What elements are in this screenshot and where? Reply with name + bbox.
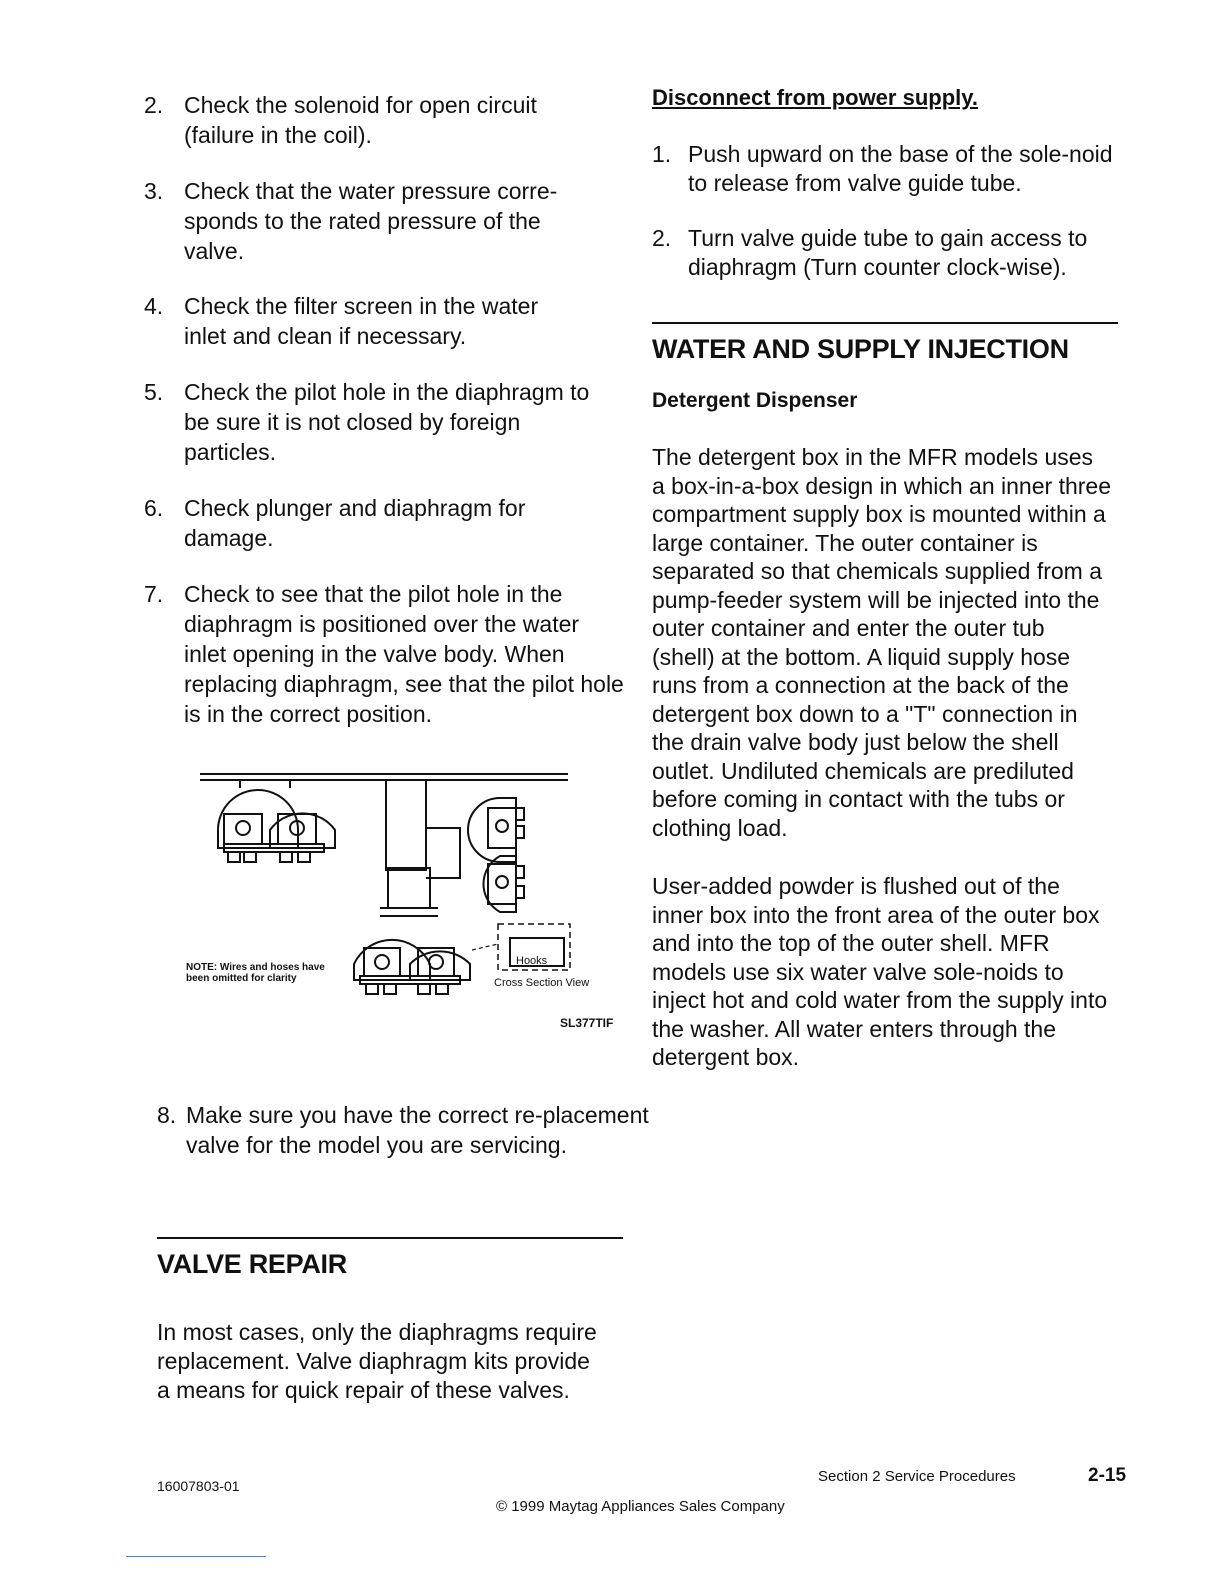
step-7 — [144, 579, 624, 729]
step-number: 1. — [652, 141, 672, 167]
step-5 — [144, 377, 624, 467]
figure-note: NOTE: Wires and hoses have been omitted for clarity — [186, 962, 325, 984]
step-text: Turn valve guide tube to gain access to diaphragm (Turn counter clock-wise). — [688, 225, 1088, 280]
step-text: Check the filter screen in the water inlet and clean if necessary. — [184, 293, 539, 349]
step-text: Check to see that the pilot hole in the diaphragm is positioned over the water inlet opening in the valve body. When replacing diaphragm, see that the pilot hole is in the correct position. — [184, 581, 624, 727]
step-text: Push upward on the base of the sole-noid to release from valve guide tube. — [688, 141, 1113, 196]
right-step-1 — [652, 140, 1122, 198]
step-number: 2. — [652, 225, 672, 251]
step-4 — [144, 291, 624, 351]
step-text: Check the pilot hole in the diaphragm to be sure it is not closed by foreign particles. — [184, 379, 590, 465]
step-8 — [157, 1100, 656, 1160]
step-number: 4. — [144, 293, 164, 319]
valve-repair-section — [157, 1237, 623, 1405]
step-number: 8. — [157, 1102, 177, 1128]
step-text: Make sure you have the correct re-placement valve for the model you are servicing. — [186, 1102, 649, 1158]
right-step-2 — [652, 224, 1122, 282]
step-number: 7. — [144, 581, 164, 607]
detergent-paragraph-2: User-added powder is flushed out of the inner box into the front area of the outer box and into the top of the outer shell. MFR models use six water valve sole-noids to inject hot and cold water from the supply into the washer. All water enters through the detergent box. — [652, 873, 1108, 1070]
step-number: 5. — [144, 379, 164, 405]
step-6 — [144, 493, 624, 553]
step-number: 6. — [144, 495, 164, 521]
step-2 — [144, 90, 624, 150]
page-number: 2-15 — [1088, 1465, 1127, 1486]
hooks-label: Hooks — [516, 955, 548, 967]
valve-diagram — [180, 768, 630, 1038]
detergent-dispenser-heading: Detergent Dispenser — [652, 389, 858, 412]
step-number: 2. — [144, 92, 164, 118]
document-number: 16007803-01 — [157, 1478, 240, 1494]
disconnect-warning: Disconnect from power supply. — [652, 85, 978, 110]
water-supply-heading: WATER AND SUPPLY INJECTION — [652, 334, 1069, 364]
figure-code: SL377TIF — [560, 1016, 614, 1030]
section-rule — [652, 322, 1118, 324]
valve-repair-body: In most cases, only the diaphragms require replacement. Valve diaphragm kits provide a means for quick repair of these valves. — [157, 1319, 597, 1403]
step-text: Check that the water pressure corre-sponds to the rated pressure of the valve. — [184, 178, 558, 264]
valve-diagram-svg — [180, 768, 630, 1038]
step-number: 3. — [144, 178, 164, 204]
margin-line — [126, 1556, 266, 1557]
valve-repair-heading: VALVE REPAIR — [157, 1249, 347, 1279]
left-column — [144, 90, 624, 755]
step-text: Check plunger and diaphragm for damage. — [184, 495, 526, 551]
detergent-paragraph-1: The detergent box in the MFR models uses a box-in-a-box design in which an inner three compartment supply box is mounted within a large container. The outer container is separated so that chemicals supplied from a pump-feeder system will be injected into the outer container and enter the outer tub (shell) at the bottom. A liquid supply hose runs from a connection at the back of the detergent box down to a "T" connection in the drain valve body just below the shell outlet. Undiluted chemicals are prediluted before coming in contact with the tubs or clothing load. — [652, 444, 1111, 841]
section-rule — [157, 1237, 623, 1239]
copyright: © 1999 Maytag Appliances Sales Company — [496, 1498, 785, 1515]
right-column — [652, 84, 1122, 1072]
step-text: Check the solenoid for open circuit (failure in the coil). — [184, 92, 537, 148]
cross-section-label: Cross Section View — [494, 977, 590, 989]
section-title: Section 2 Service Procedures — [818, 1468, 1016, 1485]
step-3 — [144, 176, 624, 266]
